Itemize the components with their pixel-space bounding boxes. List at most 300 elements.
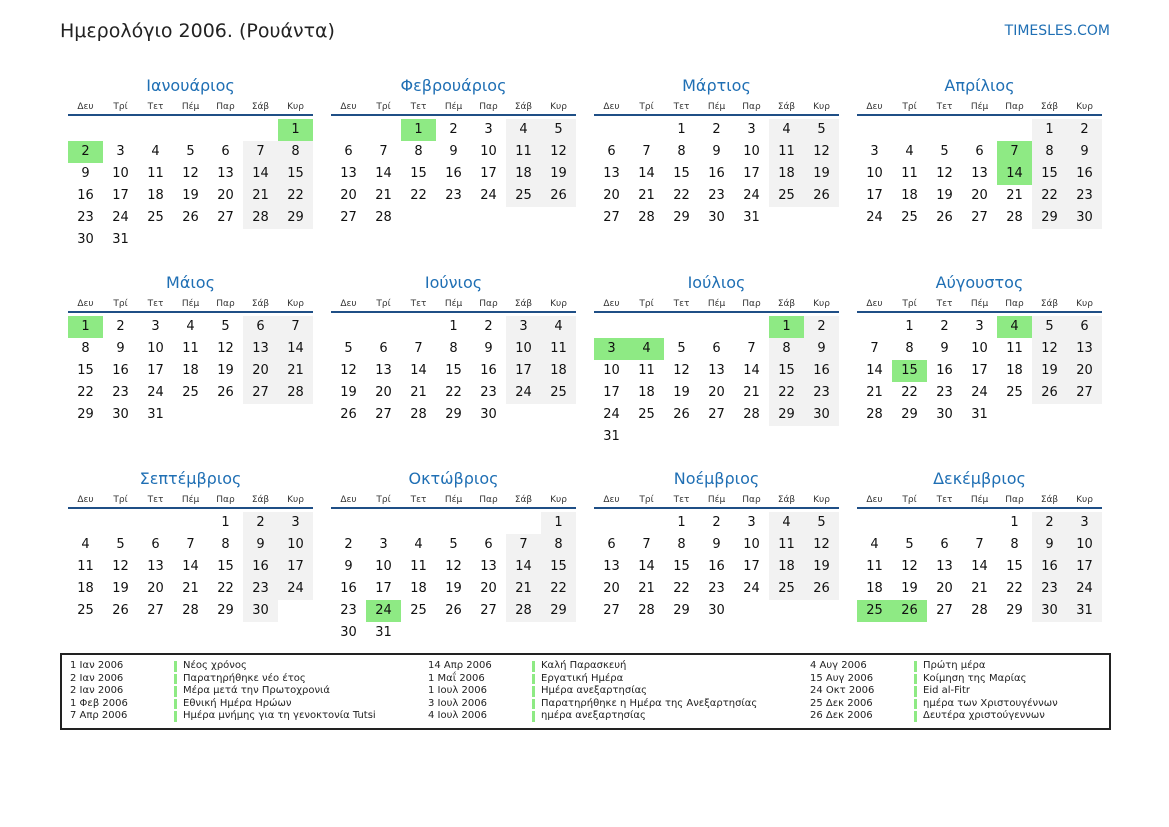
day-cell: 26: [673, 406, 690, 422]
day-cell: 14: [866, 362, 883, 378]
legend-date: 1 Ιουλ 2006: [428, 685, 487, 696]
day-cell: 9: [344, 559, 353, 574]
day-cell: 7: [642, 537, 651, 552]
weekday-label: Δευ: [340, 102, 357, 112]
day-cell: 28: [743, 406, 760, 422]
weekday-label: Παρ: [742, 102, 761, 112]
day-cell: 27: [375, 406, 392, 422]
day-cell: 27: [603, 210, 620, 225]
day-cell: 3: [151, 318, 160, 334]
weekday-label: Τετ: [673, 298, 690, 309]
day-cell: 3: [747, 122, 756, 137]
legend-holiday-name: Eid al-Fitr: [923, 685, 970, 696]
weekday-label: Πέμ: [970, 298, 989, 309]
day-cell: 20: [480, 581, 497, 596]
days-grid: [68, 119, 313, 251]
day-cell: 11: [77, 559, 94, 574]
legend-marker: [914, 674, 917, 685]
day-cell: 30: [243, 600, 278, 622]
day-cell: 26: [445, 603, 462, 618]
day-cell: 12: [804, 534, 839, 556]
day-cell: 11: [147, 166, 164, 181]
day-cell: 4: [870, 537, 879, 552]
holiday-day-cell: 4: [997, 316, 1032, 338]
day-cell: 22: [278, 185, 313, 207]
day-cell: 15: [410, 166, 427, 181]
day-cell: 28: [243, 207, 278, 229]
day-cell: 11: [901, 166, 918, 181]
day-cell: 6: [940, 537, 949, 552]
day-cell: 12: [217, 340, 234, 356]
weekday-label: Σάβ: [1040, 102, 1059, 112]
day-cell: 8: [769, 338, 804, 360]
weekday-label: Δευ: [866, 298, 883, 309]
holiday-day-cell: 25: [857, 600, 892, 622]
empty-day-cell: [857, 316, 892, 338]
day-cell: 10: [480, 144, 497, 159]
month-calendar: [331, 270, 576, 467]
day-cell: 25: [638, 406, 655, 422]
day-cell: 31: [603, 428, 620, 444]
month-name: Μάιος: [166, 272, 215, 292]
day-cell: 13: [708, 362, 725, 378]
legend-marker: [174, 711, 177, 722]
day-cell: 21: [278, 360, 313, 382]
day-cell: 16: [936, 362, 953, 378]
legend-holiday-name: Εργατική Ημέρα: [541, 672, 624, 684]
day-cell: 7: [870, 340, 879, 356]
day-cell: 3: [278, 512, 313, 534]
day-cell: 2: [116, 318, 125, 334]
weekday-label: Τρί: [113, 495, 128, 505]
weekday-label: Παρ: [742, 298, 761, 309]
holiday-day-cell: 7: [997, 141, 1032, 163]
empty-day-cell: [138, 512, 173, 534]
day-cell: 13: [1067, 338, 1102, 360]
day-cell: 14: [375, 166, 392, 181]
day-cell: 29: [769, 404, 804, 426]
legend-column: [62, 660, 376, 723]
day-cell: 17: [603, 384, 620, 400]
day-cell: 23: [77, 210, 94, 225]
weekday-label: Τρί: [113, 102, 128, 112]
empty-day-cell: [103, 512, 138, 534]
weekday-label: Τρί: [639, 102, 654, 112]
day-cell: 21: [743, 384, 760, 400]
day-cell: 21: [1006, 188, 1023, 203]
day-cell: 28: [375, 210, 392, 225]
day-cell: 18: [769, 556, 804, 578]
legend-column: [802, 660, 1058, 723]
day-cell: 13: [243, 338, 278, 360]
legend-row: [420, 698, 757, 711]
day-cell: 20: [603, 188, 620, 203]
day-cell: 30: [708, 210, 725, 225]
day-cell: 26: [1032, 382, 1067, 404]
month-name: Νοέμβριος: [673, 469, 760, 488]
day-cell: 13: [971, 166, 988, 181]
day-cell: 18: [638, 384, 655, 400]
weekday-header: [331, 295, 576, 313]
empty-day-cell: [629, 119, 664, 141]
day-cell: 15: [77, 362, 94, 378]
day-cell: 14: [182, 559, 199, 574]
empty-day-cell: [436, 512, 471, 534]
weekday-label: Κυρ: [287, 495, 304, 505]
legend-row: [420, 673, 757, 686]
month-calendar: [594, 466, 839, 663]
legend-row: [802, 698, 1058, 711]
month-calendar: [857, 270, 1102, 467]
day-cell: 20: [708, 384, 725, 400]
day-cell: 21: [182, 581, 199, 596]
empty-day-cell: [997, 119, 1032, 141]
months-grid: [68, 73, 1102, 663]
weekday-label: Τρί: [902, 298, 917, 309]
day-cell: 4: [769, 119, 804, 141]
day-cell: 14: [278, 338, 313, 360]
day-cell: 20: [936, 581, 953, 596]
day-cell: 12: [804, 141, 839, 163]
weekday-header: [68, 98, 313, 116]
legend-holiday-name: Μέρα μετά την Πρωτοχρονιά: [183, 685, 331, 696]
day-cell: 25: [410, 603, 427, 618]
weekday-label: Σάβ: [251, 102, 270, 112]
day-cell: 13: [603, 166, 620, 181]
day-cell: 8: [278, 141, 313, 163]
day-cell: 23: [1067, 185, 1102, 207]
holiday-legend: [60, 653, 1111, 730]
day-cell: 4: [506, 119, 541, 141]
day-cell: 8: [677, 144, 686, 159]
day-cell: 19: [804, 163, 839, 185]
day-cell: 27: [936, 603, 953, 618]
weekday-label: Τρί: [902, 495, 917, 505]
weekday-label: Τρί: [376, 298, 391, 309]
day-cell: 13: [603, 559, 620, 574]
day-cell: 22: [769, 382, 804, 404]
weekday-label: Τετ: [936, 495, 953, 505]
days-grid: [594, 512, 839, 622]
legend-holiday-name: Νέος χρόνος: [183, 660, 247, 671]
day-cell: 20: [340, 188, 357, 203]
day-cell: 5: [804, 512, 839, 534]
weekday-label: Κυρ: [1076, 495, 1093, 505]
day-cell: 23: [708, 188, 725, 203]
day-cell: 14: [638, 559, 655, 574]
legend-date: 25 Δεκ 2006: [810, 697, 873, 709]
day-cell: 24: [480, 188, 497, 203]
day-cell: 6: [344, 144, 353, 159]
day-cell: 27: [480, 603, 497, 618]
legend-date: 4 Αυγ 2006: [810, 660, 867, 671]
day-cell: 4: [541, 316, 576, 338]
day-cell: 5: [677, 340, 686, 356]
weekday-label: Τετ: [936, 102, 953, 112]
empty-day-cell: [892, 119, 927, 141]
day-cell: 27: [147, 603, 164, 618]
day-cell: 21: [243, 185, 278, 207]
day-cell: 11: [638, 362, 655, 378]
day-cell: 10: [743, 537, 760, 552]
month-calendar: [68, 466, 313, 663]
day-cell: 28: [971, 603, 988, 618]
weekday-label: Κυρ: [287, 298, 304, 309]
day-cell: 7: [278, 316, 313, 338]
day-cell: 2: [940, 318, 949, 334]
day-cell: 3: [379, 537, 388, 552]
day-cell: 11: [866, 559, 883, 574]
empty-day-cell: [594, 512, 629, 534]
day-cell: 25: [769, 185, 804, 207]
legend-marker: [532, 699, 535, 710]
day-cell: 14: [743, 362, 760, 378]
weekday-label: Σάβ: [1040, 298, 1059, 309]
legend-row: [420, 685, 757, 698]
weekday-label: Πέμ: [444, 102, 463, 112]
month-name: Απρίλιος: [944, 76, 1015, 95]
day-cell: 4: [769, 512, 804, 534]
day-cell: 25: [77, 603, 94, 618]
day-cell: 10: [147, 340, 164, 356]
day-cell: 18: [506, 163, 541, 185]
holiday-day-cell: 24: [366, 600, 401, 622]
day-cell: 23: [340, 603, 357, 618]
empty-day-cell: [331, 316, 366, 338]
weekday-header: [68, 491, 313, 509]
day-cell: 5: [905, 537, 914, 552]
day-cell: 3: [506, 316, 541, 338]
day-cell: 15: [673, 559, 690, 574]
weekday-label: Κυρ: [550, 495, 567, 505]
day-cell: 26: [182, 210, 199, 225]
day-cell: 17: [1067, 556, 1102, 578]
legend-row: [802, 710, 1058, 723]
day-cell: 30: [480, 406, 497, 422]
day-cell: 17: [743, 166, 760, 181]
weekday-label: Πέμ: [181, 495, 200, 505]
weekday-label: Παρ: [742, 495, 761, 505]
month-calendar: [68, 270, 313, 467]
day-cell: 9: [712, 537, 721, 552]
day-cell: 17: [971, 362, 988, 378]
day-cell: 26: [340, 406, 357, 422]
legend-date: 1 Μαΐ 2006: [428, 672, 485, 684]
day-cell: 16: [1067, 163, 1102, 185]
day-cell: 2: [344, 537, 353, 552]
day-cell: 1: [449, 318, 458, 334]
weekday-label: Σάβ: [777, 495, 796, 505]
weekday-label: Κυρ: [550, 298, 567, 309]
day-cell: 5: [116, 537, 125, 552]
day-cell: 11: [541, 338, 576, 360]
day-cell: 23: [480, 384, 497, 400]
days-grid: [68, 316, 313, 426]
day-cell: 17: [866, 188, 883, 203]
day-cell: 19: [673, 384, 690, 400]
page-title: Ημερολόγιο 2006. (Ρουάντα): [60, 20, 335, 42]
day-cell: 18: [147, 188, 164, 203]
day-cell: 21: [971, 581, 988, 596]
day-cell: 21: [638, 188, 655, 203]
weekday-label: Δευ: [340, 298, 357, 309]
day-cell: 26: [541, 185, 576, 207]
day-cell: 7: [975, 537, 984, 552]
weekday-label: Κυρ: [550, 102, 567, 112]
day-cell: 19: [112, 581, 129, 596]
day-cell: 24: [1067, 578, 1102, 600]
weekday-header: [68, 295, 313, 313]
day-cell: 12: [673, 362, 690, 378]
weekday-header: [331, 491, 576, 509]
day-cell: 5: [1032, 316, 1067, 338]
weekday-label: Σάβ: [1040, 495, 1059, 505]
day-cell: 9: [116, 340, 125, 356]
day-cell: 31: [1067, 600, 1102, 622]
day-cell: 11: [1006, 340, 1023, 356]
day-cell: 12: [1032, 338, 1067, 360]
legend-date: 15 Αυγ 2006: [810, 672, 874, 684]
day-cell: 12: [112, 559, 129, 574]
legend-holiday-name: Καλή Παρασκευή: [541, 660, 627, 671]
day-cell: 16: [77, 188, 94, 203]
legend-date: 7 Απρ 2006: [70, 710, 128, 721]
day-cell: 27: [603, 603, 620, 618]
day-cell: 6: [151, 537, 160, 552]
day-cell: 29: [445, 406, 462, 422]
day-cell: 26: [804, 578, 839, 600]
empty-day-cell: [594, 119, 629, 141]
day-cell: 2: [243, 512, 278, 534]
day-cell: 30: [804, 404, 839, 426]
day-cell: 30: [936, 406, 953, 422]
legend-row: [62, 660, 376, 673]
day-cell: 3: [1067, 512, 1102, 534]
empty-day-cell: [103, 119, 138, 141]
days-grid: [68, 512, 313, 622]
legend-holiday-name: Παρατηρήθηκε νέο έτος: [183, 672, 306, 684]
weekday-label: Πέμ: [970, 102, 989, 112]
month-calendar: [331, 466, 576, 663]
legend-row: [62, 698, 376, 711]
weekday-label: Πέμ: [707, 102, 726, 112]
day-cell: 31: [743, 210, 760, 225]
day-cell: 17: [112, 188, 129, 203]
day-cell: 28: [866, 406, 883, 422]
weekday-label: Παρ: [216, 102, 235, 112]
day-cell: 22: [77, 384, 94, 400]
day-cell: 6: [975, 144, 984, 159]
weekday-label: Δευ: [603, 495, 620, 505]
day-cell: 17: [480, 166, 497, 181]
day-cell: 9: [243, 534, 278, 556]
weekday-label: Παρ: [1005, 495, 1024, 505]
day-cell: 25: [901, 210, 918, 225]
legend-date: 1 Φεβ 2006: [70, 697, 128, 709]
day-cell: 24: [971, 384, 988, 400]
legend-row: [62, 673, 376, 686]
weekday-label: Παρ: [216, 495, 235, 505]
holiday-day-cell: 2: [68, 141, 103, 163]
day-cell: 6: [221, 144, 230, 159]
day-cell: 22: [445, 384, 462, 400]
legend-marker: [532, 674, 535, 685]
legend-column: [420, 660, 757, 723]
day-cell: 29: [1006, 603, 1023, 618]
legend-row: [802, 673, 1058, 686]
legend-holiday-name: Πρώτη μέρα: [923, 660, 986, 671]
day-cell: 20: [375, 384, 392, 400]
day-cell: 19: [901, 581, 918, 596]
weekday-header: [594, 98, 839, 116]
day-cell: 19: [182, 188, 199, 203]
legend-holiday-name: Δευτέρα χριστούγεννων: [923, 710, 1045, 721]
day-cell: 16: [480, 362, 497, 378]
day-cell: 18: [866, 581, 883, 596]
day-cell: 9: [804, 338, 839, 360]
empty-day-cell: [629, 316, 664, 338]
weekday-label: Δευ: [603, 298, 620, 309]
day-cell: 1: [221, 515, 230, 530]
legend-row: [62, 710, 376, 723]
day-cell: 12: [182, 166, 199, 181]
weekday-label: Κυρ: [1076, 102, 1093, 112]
empty-day-cell: [892, 512, 927, 534]
day-cell: 16: [112, 362, 129, 378]
legend-marker: [174, 674, 177, 685]
site-link[interactable]: TIMESLES.COM: [1004, 23, 1110, 39]
legend-date: 2 Ιαν 2006: [70, 685, 124, 696]
day-cell: 18: [182, 362, 199, 378]
day-cell: 5: [449, 537, 458, 552]
day-cell: 6: [484, 537, 493, 552]
days-grid: [594, 119, 839, 229]
day-cell: 5: [940, 144, 949, 159]
day-cell: 18: [901, 188, 918, 203]
day-cell: 9: [1067, 141, 1102, 163]
day-cell: 13: [147, 559, 164, 574]
day-cell: 18: [77, 581, 94, 596]
day-cell: 13: [340, 166, 357, 181]
day-cell: 30: [77, 232, 94, 247]
day-cell: 9: [449, 144, 458, 159]
weekday-label: Τρί: [639, 298, 654, 309]
day-cell: 24: [506, 382, 541, 404]
day-cell: 31: [147, 406, 164, 422]
day-cell: 2: [484, 318, 493, 334]
day-cell: 5: [541, 119, 576, 141]
day-cell: 8: [677, 537, 686, 552]
day-cell: 12: [445, 559, 462, 574]
day-cell: 19: [217, 362, 234, 378]
weekday-label: Παρ: [479, 298, 498, 309]
empty-day-cell: [138, 119, 173, 141]
holiday-day-cell: 26: [892, 600, 927, 622]
month-calendar: [594, 270, 839, 467]
day-cell: 25: [1006, 384, 1023, 400]
day-cell: 17: [743, 559, 760, 574]
day-cell: 20: [147, 581, 164, 596]
legend-marker: [174, 686, 177, 697]
days-grid: [331, 512, 576, 644]
day-cell: 8: [414, 144, 423, 159]
empty-day-cell: [699, 316, 734, 338]
day-cell: 27: [217, 210, 234, 225]
weekday-label: Πέμ: [444, 298, 463, 309]
empty-day-cell: [208, 119, 243, 141]
day-cell: 7: [506, 534, 541, 556]
day-cell: 16: [1032, 556, 1067, 578]
